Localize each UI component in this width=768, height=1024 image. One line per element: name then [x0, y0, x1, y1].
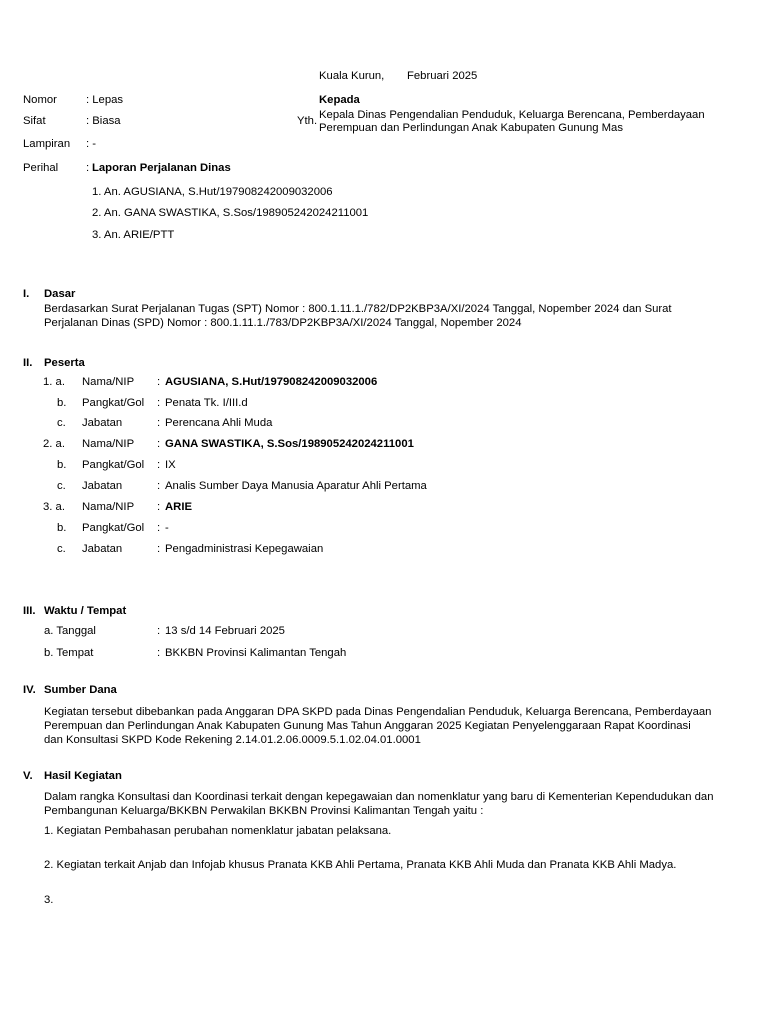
section-number: II.	[23, 357, 33, 369]
peserta-field-label: Nama/NIP	[82, 376, 135, 388]
peserta-field-label: Nama/NIP	[82, 501, 135, 513]
section-title-waktu-tempat: Waktu / Tempat	[44, 605, 127, 617]
peserta-field-label: Pangkat/Gol	[82, 397, 145, 409]
hasil-item: 1. Kegiatan Pembahasan perubahan nomenklatur jabatan pelaksana.	[44, 825, 392, 837]
sumber-dana-line: dan Konsultasi SKPD Kode Rekening 2.14.01.2.06.0009.5.1.02.04.01.0001	[44, 734, 421, 746]
peserta-field-value: ARIE	[165, 501, 192, 513]
peserta-index: b.	[57, 522, 67, 534]
sumber-dana-line: Kegiatan tersebut dibebankan pada Anggaran DPA SKPD pada Dinas Pengendalian Penduduk, Keluarga Berencana, Pemberdayaan	[44, 706, 712, 718]
peserta-field-value: -	[165, 522, 169, 534]
letter-date: Februari 2025	[407, 70, 478, 82]
hasil-item: 2. Kegiatan terkait Anjab dan Infojab khusus Pranata KKB Ahli Pertama, Pranata KKB Ahli Muda dan Pranata KKB Ahli Madya.	[44, 859, 677, 871]
peserta-field-value: Penata Tk. I/III.d	[165, 397, 248, 409]
dasar-text-line: Berdasarkan Surat Perjalanan Tugas (SPT) Nomor : 800.1.11.1./782/DP2KBP3A/XI/2024 Tanggal, Nopember 2024 dan Surat	[44, 303, 672, 315]
lampiran-value: : -	[86, 138, 97, 150]
peserta-field-label: Jabatan	[82, 417, 123, 429]
place-date: Kuala Kurun,	[319, 70, 385, 82]
section-title-sumber-dana: Sumber Dana	[44, 684, 117, 696]
nomor-value: : Lepas	[86, 94, 124, 106]
person-item: 2. An. GANA SWASTIKA, S.Sos/198905242024211001	[92, 207, 369, 219]
tanggal-value: 13 s/d 14 Februari 2025	[165, 625, 285, 637]
perihal-label: Perihal	[23, 162, 59, 174]
peserta-index: b.	[57, 397, 67, 409]
peserta-index: 1. a.	[43, 376, 65, 388]
tempat-colon: :	[157, 647, 161, 659]
peserta-colon: :	[157, 522, 161, 534]
lampiran-label: Lampiran	[23, 138, 71, 150]
hasil-kegiatan-line: Dalam rangka Konsultasi dan Koordinasi terkait dengan kepegawaian dan nomenklatur yang baru di Kementerian Kependudukan dan	[44, 791, 714, 803]
peserta-colon: :	[157, 397, 161, 409]
peserta-field-value: Perencana Ahli Muda	[165, 417, 273, 429]
perihal-colon: :	[86, 162, 90, 174]
section-number: I.	[23, 288, 30, 300]
peserta-field-value: Pengadministrasi Kepegawaian	[165, 543, 324, 555]
peserta-field-value: Analis Sumber Daya Manusia Aparatur Ahli Pertama	[165, 480, 427, 492]
section-number: V.	[23, 770, 33, 782]
peserta-index: 3. a.	[43, 501, 65, 513]
peserta-colon: :	[157, 543, 161, 555]
sifat-label: Sifat	[23, 115, 46, 127]
tanggal-label: a. Tanggal	[44, 625, 96, 637]
peserta-colon: :	[157, 417, 161, 429]
peserta-field-value: IX	[165, 459, 176, 471]
peserta-field-label: Jabatan	[82, 543, 123, 555]
peserta-index: 2. a.	[43, 438, 65, 450]
peserta-index: c.	[57, 417, 66, 429]
dasar-text-line: Perjalanan Dinas (SPD) Nomor : 800.1.11.1./783/DP2KBP3A/XI/2024 Tanggal, Nopember 2024	[44, 317, 522, 329]
peserta-colon: :	[157, 438, 161, 450]
peserta-field-value: GANA SWASTIKA, S.Sos/198905242024211001	[165, 438, 414, 450]
hasil-item: 3.	[44, 894, 54, 906]
peserta-colon: :	[157, 480, 161, 492]
person-item: 3. An. ARIE/PTT	[92, 229, 175, 241]
recipient-line-1: Kepala Dinas Pengendalian Penduduk, Keluarga Berencana, Pemberdayaan	[319, 109, 705, 121]
tempat-label: b. Tempat	[44, 647, 94, 659]
perihal-value: Laporan Perjalanan Dinas	[92, 162, 231, 174]
section-title-dasar: Dasar	[44, 288, 76, 300]
peserta-field-label: Nama/NIP	[82, 438, 135, 450]
sifat-value: : Biasa	[86, 115, 121, 127]
peserta-index: c.	[57, 543, 66, 555]
section-title-peserta: Peserta	[44, 357, 85, 369]
peserta-index: c.	[57, 480, 66, 492]
peserta-colon: :	[157, 501, 161, 513]
section-title-hasil-kegiatan: Hasil Kegiatan	[44, 770, 122, 782]
tanggal-colon: :	[157, 625, 161, 637]
peserta-field-label: Jabatan	[82, 480, 123, 492]
section-number: IV.	[23, 684, 36, 696]
recipient-line-2: Perempuan dan Perlindungan Anak Kabupaten Gunung Mas	[319, 122, 623, 134]
hasil-kegiatan-line: Pembangunan Keluarga/BKKBN Perwakilan BKKBN Provinsi Kalimantan Tengah yaitu :	[44, 805, 484, 817]
section-number: III.	[23, 605, 36, 617]
peserta-colon: :	[157, 459, 161, 471]
kepada-label: Kepada	[319, 94, 360, 106]
peserta-field-value: AGUSIANA, S.Hut/197908242009032006	[165, 376, 378, 388]
yth-label: Yth.	[297, 115, 318, 127]
person-item: 1. An. AGUSIANA, S.Hut/197908242009032006	[92, 186, 333, 198]
peserta-field-label: Pangkat/Gol	[82, 459, 145, 471]
nomor-label: Nomor	[23, 94, 57, 106]
peserta-field-label: Pangkat/Gol	[82, 522, 145, 534]
sumber-dana-line: Perempuan dan Perlindungan Anak Kabupaten Gunung Mas Tahun Anggaran 2025 Kegiatan Penyelenggaraan Rapat Koordinasi	[44, 720, 691, 732]
tempat-value: BKKBN Provinsi Kalimantan Tengah	[165, 647, 347, 659]
peserta-colon: :	[157, 376, 161, 388]
peserta-index: b.	[57, 459, 67, 471]
